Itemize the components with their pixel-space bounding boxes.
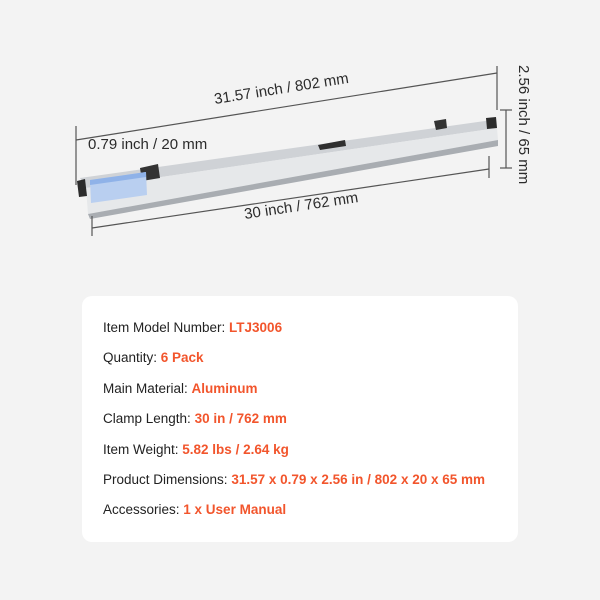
height-label: 2.56 inch / 65 mm — [515, 65, 532, 185]
spec-row-clamp-length — [103, 411, 287, 426]
spec-value: 1 x User Manual — [183, 502, 287, 517]
spec-label: Clamp Length: — [103, 411, 195, 426]
spec-row-model-number — [103, 320, 282, 335]
spec-value: 31.57 x 0.79 x 2.56 in / 802 x 20 x 65 mm — [231, 472, 485, 487]
spec-value: 30 in / 762 mm — [194, 411, 287, 426]
depth-label: 0.79 inch / 20 mm — [88, 136, 208, 153]
spec-row-product-dimensions — [103, 472, 485, 487]
spec-row-item-weight — [103, 442, 289, 457]
spec-label: Accessories: — [103, 502, 184, 517]
overall-length-label: 31.57 inch / 802 mm — [212, 69, 350, 108]
spec-value: LTJ3006 — [229, 320, 283, 335]
spec-label: Product Dimensions: — [103, 472, 232, 487]
spec-value: 5.82 lbs / 2.64 kg — [182, 442, 289, 457]
spec-row-accessories — [103, 502, 286, 517]
spec-label: Quantity: — [103, 350, 161, 365]
product-dimension-diagram — [0, 0, 600, 270]
height-dimension-line — [500, 110, 512, 168]
spec-row-material — [103, 381, 258, 396]
spec-label: Item Weight: — [103, 442, 183, 457]
spec-label: Item Model Number: — [103, 320, 230, 335]
spec-value: 6 Pack — [160, 350, 204, 365]
specifications-card — [82, 296, 518, 542]
spec-value: Aluminum — [191, 381, 258, 396]
spec-row-quantity — [103, 350, 204, 365]
clamp-length-label: 30 inch / 762 mm — [243, 189, 360, 223]
spec-label: Main Material: — [103, 381, 192, 396]
